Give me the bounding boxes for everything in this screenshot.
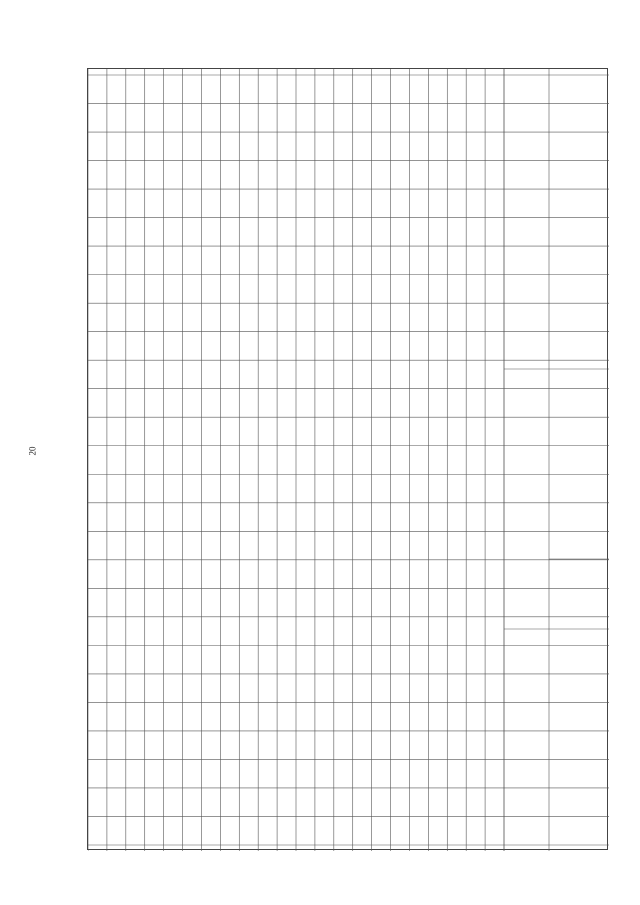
program-table	[87, 68, 608, 850]
table-grid	[88, 69, 609, 851]
page-number: 20	[27, 446, 38, 456]
